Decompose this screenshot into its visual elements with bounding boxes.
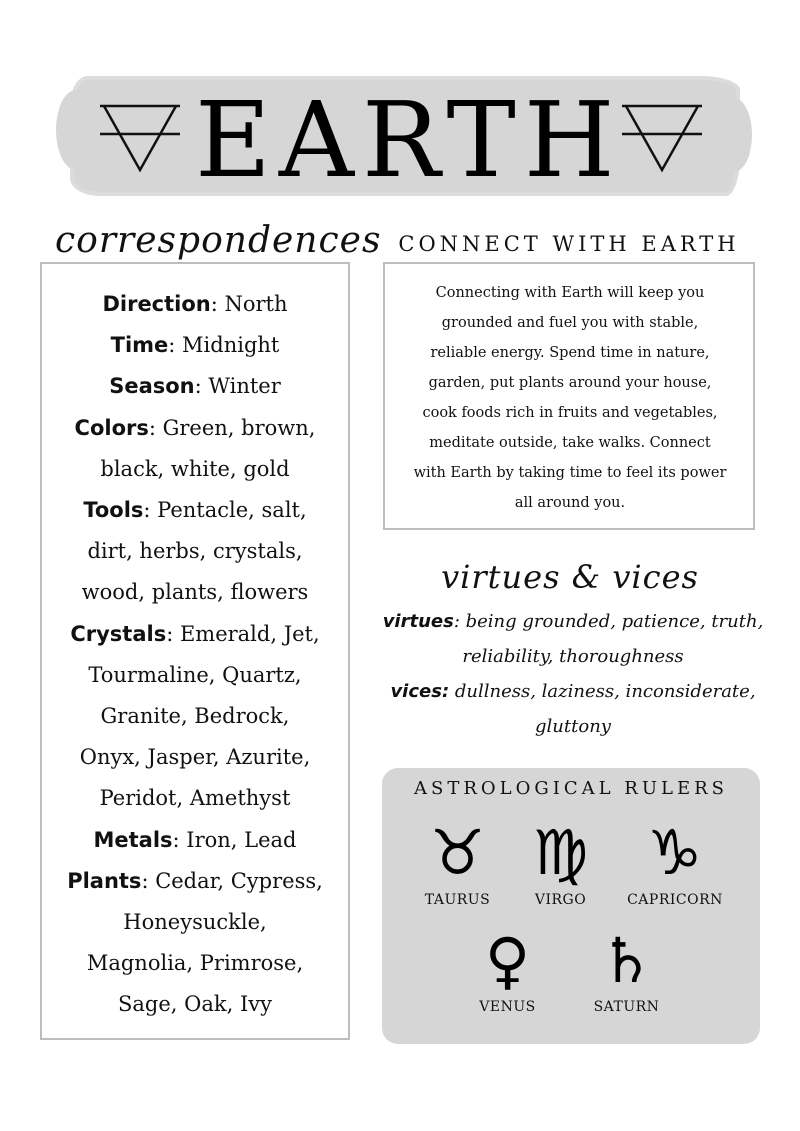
correspondence-value: wood, plants, flowers xyxy=(81,580,309,605)
correspondence-key: Metals xyxy=(93,827,173,852)
correspondence-line xyxy=(40,820,350,861)
connect-text-line: garden, put plants around your house, xyxy=(428,375,712,391)
correspondence-value: : Green, brown, xyxy=(148,415,316,440)
correspondence-value: dirt, herbs, crystals, xyxy=(87,539,303,564)
correspondence-value: Onyx, Jasper, Azurite, xyxy=(79,745,311,770)
connect-text-line: cook foods rich in fruits and vegetables, xyxy=(422,405,718,421)
vices-line-1 xyxy=(378,674,768,709)
venus-symbol-icon: ♀ xyxy=(484,924,531,997)
correspondence-value: : Iron, Lead xyxy=(172,827,297,852)
virgo-label: VIRGO xyxy=(534,892,587,908)
correspondence-line xyxy=(40,449,350,490)
connect-text-line: grounded and fuel you with stable, xyxy=(441,315,699,331)
correspondence-value: Magnolia, Primrose, xyxy=(86,951,304,976)
correspondences-heading: correspondences xyxy=(55,220,382,261)
correspondence-line xyxy=(40,737,350,778)
correspondence-value: : Winter xyxy=(194,374,281,399)
correspondence-line xyxy=(40,984,350,1025)
earth-element-triangle-icon xyxy=(620,100,704,176)
correspondence-value: Granite, Bedrock, xyxy=(100,704,290,729)
correspondence-key: Season xyxy=(109,374,195,399)
capricorn-label: CAPRICORN xyxy=(627,892,723,908)
correspondence-key: Tools xyxy=(83,498,144,523)
vices-line-2: gluttony xyxy=(535,716,611,737)
connect-text xyxy=(400,278,740,518)
correspondence-value: : Pentacle, salt, xyxy=(143,498,307,523)
correspondence-value: Tourmaline, Quartz, xyxy=(88,662,302,687)
correspondence-line xyxy=(40,778,350,819)
correspondence-line xyxy=(40,655,350,696)
correspondence-line xyxy=(40,531,350,572)
connect-title: CONNECT WITH EARTH xyxy=(398,232,740,256)
correspondence-line xyxy=(40,490,350,531)
correspondence-line xyxy=(40,408,350,449)
virtues-label: virtues xyxy=(382,611,454,632)
correspondence-value: Sage, Oak, Ivy xyxy=(118,992,272,1017)
virtues-line-2: reliability, thoroughness xyxy=(462,646,684,667)
correspondence-value: Honeysuckle, xyxy=(123,910,267,935)
correspondence-line xyxy=(40,284,350,325)
venus-label: VENUS xyxy=(479,999,536,1015)
correspondence-value: : Midnight xyxy=(168,333,280,358)
correspondence-value: : Cedar, Cypress, xyxy=(141,868,323,893)
virtues-line-1 xyxy=(378,604,768,639)
correspondence-value: black, white, gold xyxy=(100,456,290,481)
correspondence-line xyxy=(40,943,350,984)
correspondence-key: Colors xyxy=(74,415,149,440)
correspondence-line xyxy=(40,366,350,407)
correspondence-key: Plants xyxy=(67,868,142,893)
connect-text-line: with Earth by taking time to feel its power xyxy=(413,465,727,481)
virtues-vices-heading: virtues & vices xyxy=(441,558,699,596)
connect-text-line: Connecting with Earth will keep you xyxy=(435,285,705,301)
earth-element-triangle-icon xyxy=(98,100,182,176)
connect-text-line: reliable energy. Spend time in nature, xyxy=(430,345,710,361)
capricorn-symbol-icon: ♑ xyxy=(646,816,703,889)
saturn-symbol-icon: ♄ xyxy=(598,924,655,997)
correspondences-list xyxy=(40,284,350,1026)
connect-text-line: meditate outside, take walks. Connect xyxy=(429,435,711,451)
virgo-symbol-icon: ♍ xyxy=(532,816,589,889)
correspondence-value: Peridot, Amethyst xyxy=(99,786,291,811)
vices-value-1: dullness, laziness, inconsiderate, xyxy=(449,681,756,702)
taurus-symbol-icon: ♉ xyxy=(429,816,486,889)
correspondence-key: Time xyxy=(110,333,169,358)
astrological-rulers-title: ASTROLOGICAL RULERS xyxy=(414,778,728,799)
correspondence-line xyxy=(40,696,350,737)
correspondence-line xyxy=(40,325,350,366)
saturn-label: SATURN xyxy=(593,999,660,1015)
correspondence-line xyxy=(40,614,350,655)
correspondence-value: : Emerald, Jet, xyxy=(166,621,320,646)
page-title: EARTH xyxy=(195,79,623,201)
correspondence-line xyxy=(40,572,350,613)
correspondence-value: : North xyxy=(210,292,288,316)
correspondence-line xyxy=(40,861,350,902)
connect-text-line: all around you. xyxy=(514,495,626,511)
virtues-value-1: : being grounded, patience, truth, xyxy=(453,611,764,632)
taurus-label: TAURUS xyxy=(424,892,491,908)
vices-label: vices: xyxy=(390,681,450,702)
correspondence-line xyxy=(40,902,350,943)
virtues-vices-text xyxy=(378,604,768,744)
correspondence-key: Direction xyxy=(102,292,211,316)
correspondence-key: Crystals xyxy=(70,621,167,646)
